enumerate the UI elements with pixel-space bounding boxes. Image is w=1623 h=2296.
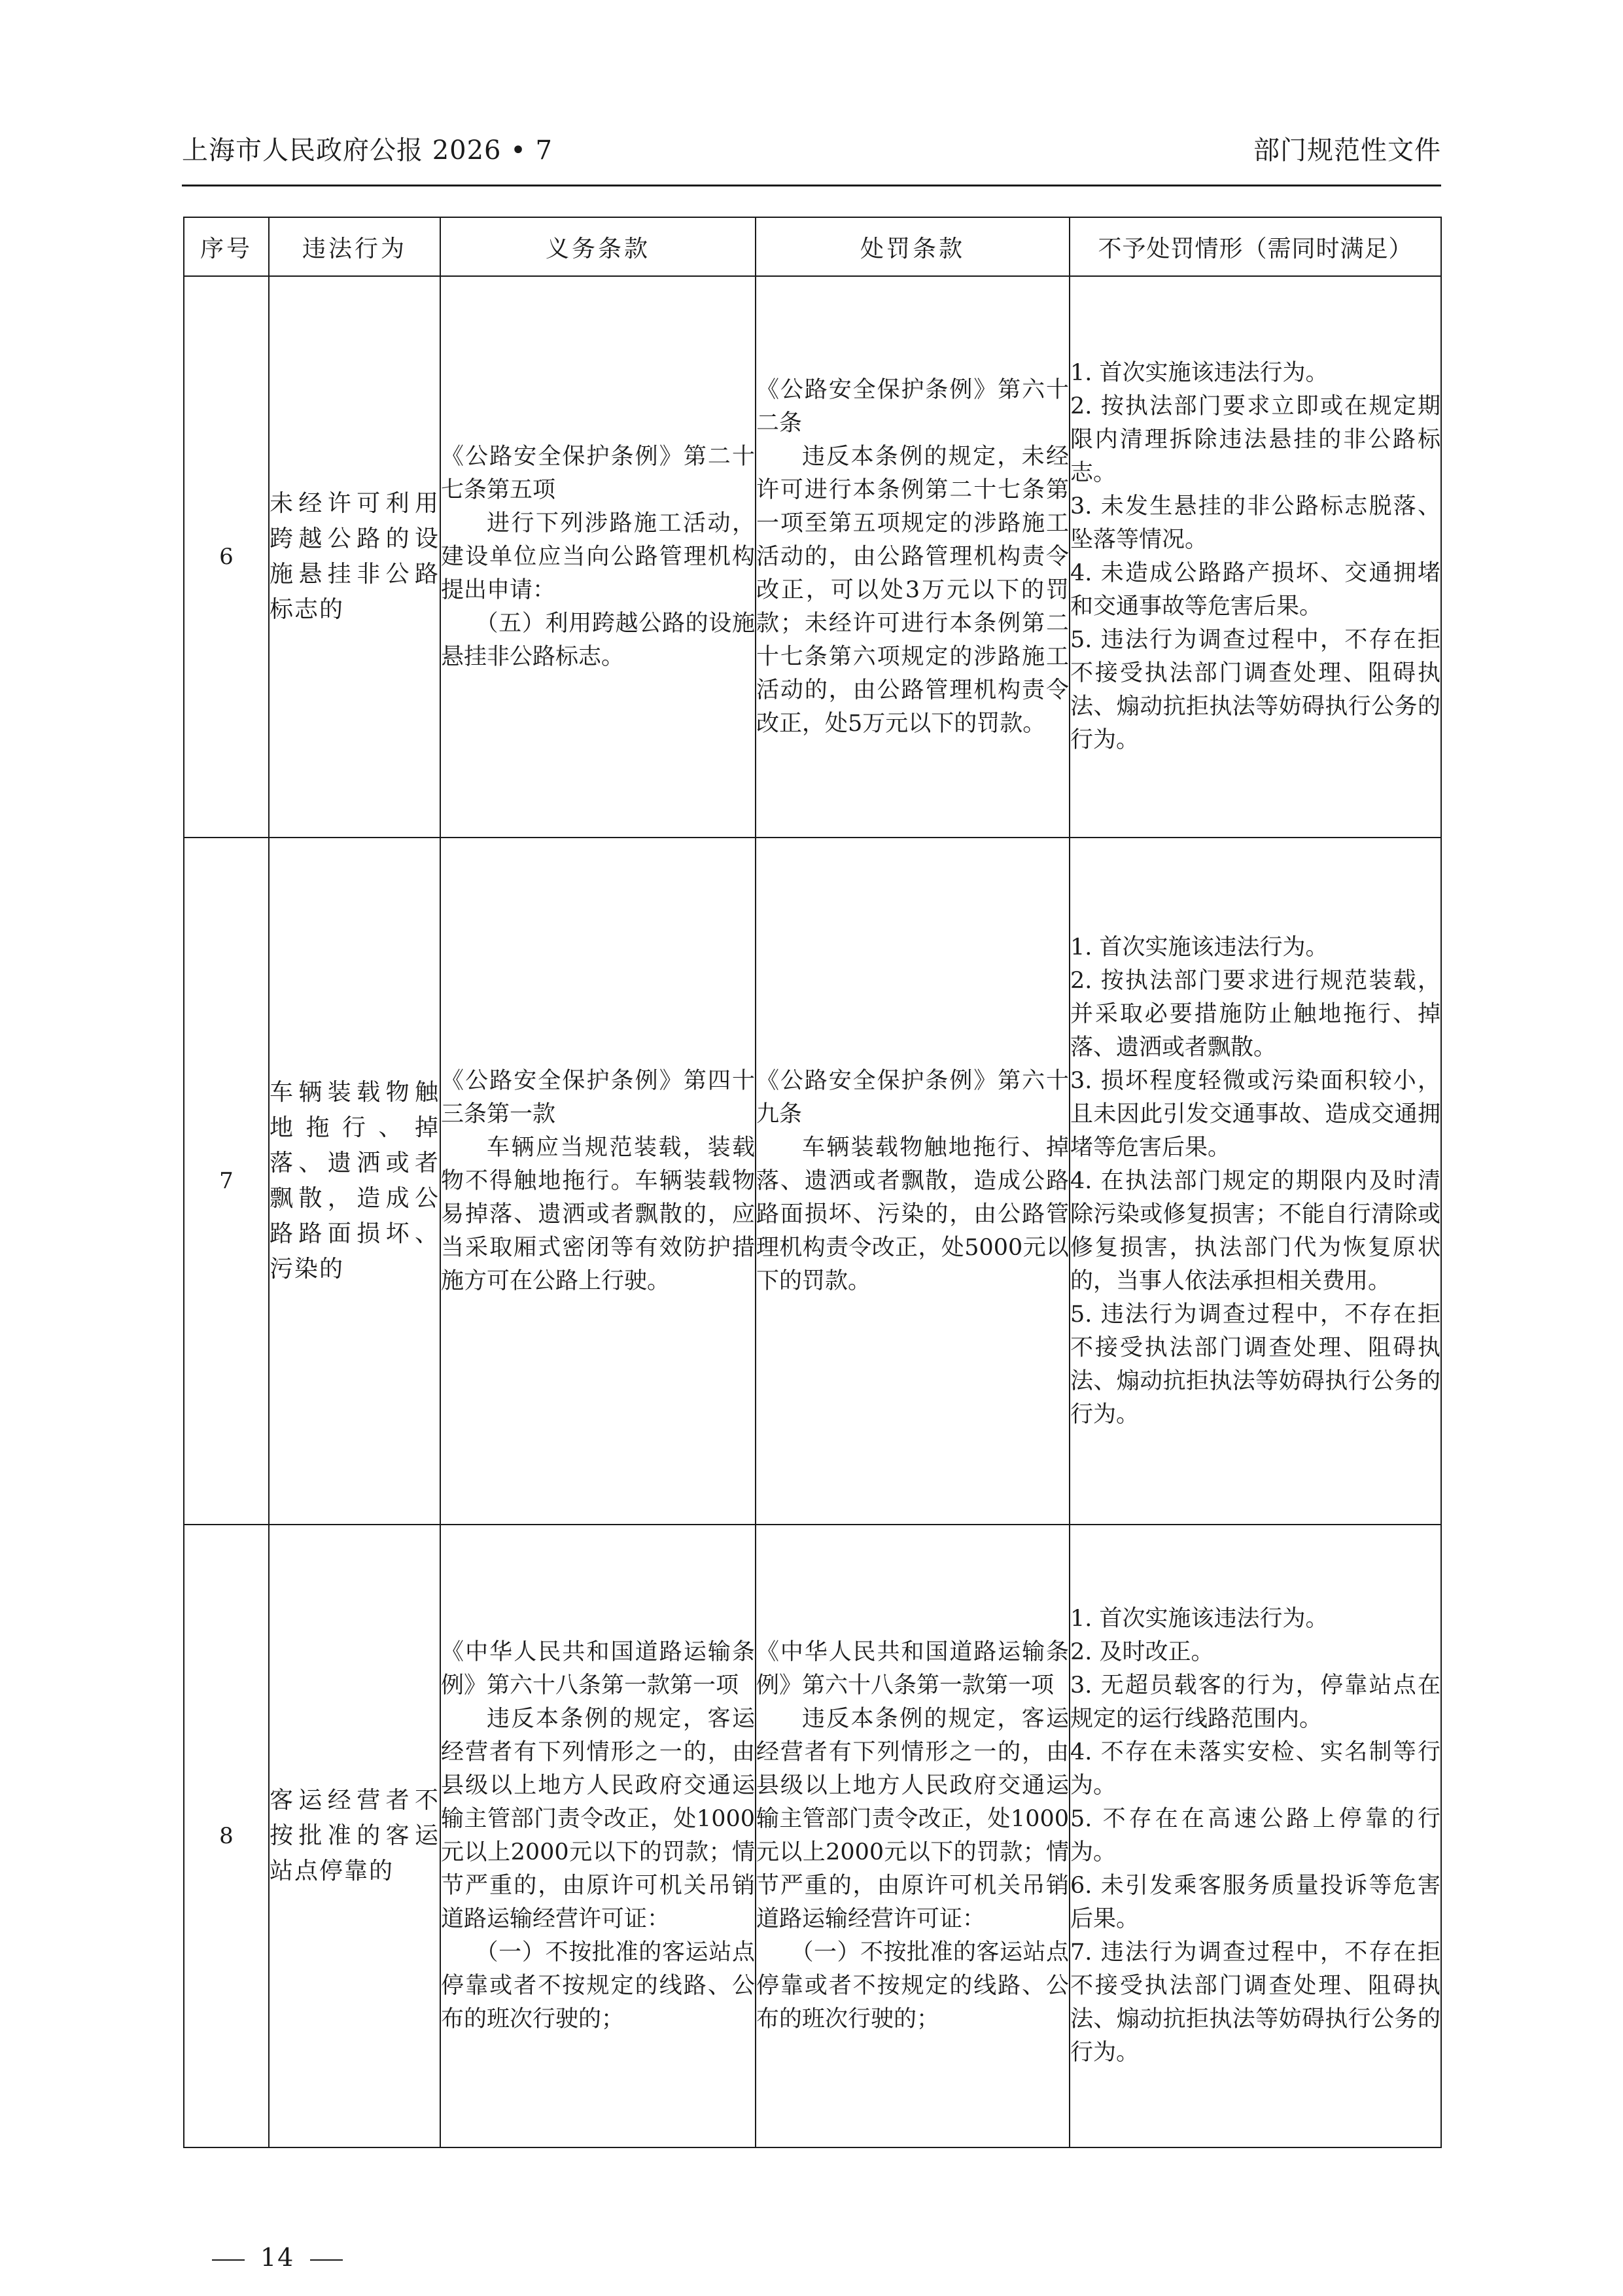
exempt-item: 7. 违法行为调查过程中，不存在拒不接受执法部门调查处理、阻碍执法、煽动抗拒执法等妨碍执行公务的行为。 [1070,1939,1440,2066]
exempt-item: 2. 及时改正。 [1070,1639,1214,1665]
duty-title: 《中华人民共和国道路运输条例》第六十八条第一款第一项 [441,1639,755,1699]
row-number: 6 [184,276,269,838]
penalty-title: 《中华人民共和国道路运输条例》第六十八条第一款第一项 [756,1639,1069,1699]
penalty-clause [756,1525,1070,2147]
exempt-conditions [1070,838,1441,1525]
exempt-item: 4. 未造成公路路产损坏、交通拥堵和交通事故等危害后果。 [1070,560,1440,620]
duty-item: （五）利用跨越公路的设施悬挂非公路标志。 [441,610,755,670]
duty-clause [440,838,756,1525]
exempt-item: 1. 首次实施该违法行为。 [1070,934,1329,961]
exempt-item: 2. 按执法部门要求立即或在规定期限内清理拆除违法悬挂的非公路标志。 [1070,393,1440,486]
exempt-item: 6. 未引发乘客服务质量投诉等危害后果。 [1070,1873,1440,1932]
violation-act: 客运经营者不按批准的客运站点停靠的 [269,1525,440,2147]
regulation-table [183,217,1442,2148]
col-header-number: 序号 [184,217,269,276]
penalty-clause [756,838,1070,1525]
footer-dash-right [310,2259,343,2261]
duty-body: 车辆应当规范装载，装载物不得触地拖行。车辆装载物易掉落、遗洒或者飘散的，应当采取厢式密闭等有效防护措施方可在公路上行驶。 [441,1134,755,1294]
page-number: 14 [260,2243,295,2272]
exempt-item: 1. 首次实施该违法行为。 [1070,1606,1329,1632]
journal-title: 上海市人民政府公报 2026 • 7 [182,135,553,166]
col-header-exempt: 不予处罚情形（需同时满足） [1070,217,1441,276]
exempt-item: 4. 在执法部门规定的期限内及时清除污染或修复损害；不能自行清除或修复损害，执法部门代为恢复原状的，当事人依法承担相关费用。 [1070,1167,1440,1294]
duty-body: 违反本条例的规定，客运经营者有下列情形之一的，由县级以上地方人民政府交通运输主管部门责令改正，处1000元以上2000元以下的罚款；情节严重的，由原许可机关吊销道路运输经营许可证： [441,1706,755,1932]
footer-dash-left [212,2259,245,2261]
penalty-body: 违反本条例的规定，未经许可进行本条例第二十七条第一项至第五项规定的涉路施工活动的，由公路管理机构责令改正，可以处3万元以下的罚款；未经许可进行本条例第二十七条第六项规定的涉路施工活动的，由公路管理机构责令改正，处5万元以下的罚款。 [756,443,1069,737]
duty-clause [440,276,756,838]
duty-clause [440,1525,756,2147]
exempt-conditions [1070,276,1441,838]
col-header-act: 违法行为 [269,217,440,276]
page-footer [196,2241,358,2274]
exempt-item: 3. 无超员载客的行为，停靠站点在规定的运行线路范围内。 [1070,1672,1440,1732]
exempt-item: 3. 未发生悬挂的非公路标志脱落、坠落等情况。 [1070,493,1440,553]
duty-title: 《公路安全保护条例》第四十三条第一款 [441,1067,755,1127]
row-number: 7 [184,838,269,1525]
table-row [184,276,1441,838]
penalty-body: 车辆装载物触地拖行、掉落、遗洒或者飘散，造成公路路面损坏、污染的，由公路管理机构责令改正，处5000元以下的罚款。 [756,1134,1069,1294]
header-rule [182,185,1441,186]
duty-title: 《公路安全保护条例》第二十七条第五项 [441,443,755,503]
exempt-item: 5. 违法行为调查过程中，不存在拒不接受执法部门调查处理、阻碍执法、煽动抗拒执法等妨碍执行公务的行为。 [1070,627,1440,753]
penalty-title: 《公路安全保护条例》第六十九条 [756,1067,1069,1127]
exempt-item: 4. 不存在未落实安检、实名制等行为。 [1070,1739,1440,1799]
penalty-title: 《公路安全保护条例》第六十二条 [756,376,1069,436]
table-row [184,838,1441,1525]
duty-body: 进行下列涉路施工活动，建设单位应当向公路管理机构提出申请： [441,510,755,603]
exempt-item: 5. 违法行为调查过程中，不存在拒不接受执法部门调查处理、阻碍执法、煽动抗拒执法等妨碍执行公务的行为。 [1070,1301,1440,1428]
penalty-clause [756,276,1070,838]
violation-act: 未经许可利用跨越公路的设施悬挂非公路标志的 [269,276,440,838]
duty-item: （一）不按批准的客运站点停靠或者不按规定的线路、公布的班次行驶的； [441,1939,755,2032]
table-header-row [184,217,1441,276]
exempt-item: 2. 按执法部门要求进行规范装载，并采取必要措施防止触地拖行、掉落、遗洒或者飘散。 [1070,967,1440,1061]
penalty-body: 违反本条例的规定，客运经营者有下列情形之一的，由县级以上地方人民政府交通运输主管部门责令改正，处1000元以上2000元以下的罚款；情节严重的，由原许可机关吊销道路运输经营许可证： [756,1706,1069,1932]
penalty-item: （一）不按批准的客运站点停靠或者不按规定的线路、公布的班次行驶的； [756,1939,1069,2032]
exempt-item: 3. 损坏程度轻微或污染面积较小，且未因此引发交通事故、造成交通拥堵等危害后果。 [1070,1067,1440,1161]
exempt-conditions [1070,1525,1441,2147]
col-header-duty: 义务条款 [440,217,756,276]
table-row [184,1525,1441,2147]
col-header-penalty: 处罚条款 [756,217,1070,276]
exempt-item: 5. 不存在在高速公路上停靠的行为。 [1070,1806,1440,1865]
violation-act: 车辆装载物触地拖行、掉落、遗洒或者飘散，造成公路路面损坏、污染的 [269,838,440,1525]
row-number: 8 [184,1525,269,2147]
exempt-item: 1. 首次实施该违法行为。 [1070,360,1329,386]
section-title: 部门规范性文件 [1253,135,1441,166]
